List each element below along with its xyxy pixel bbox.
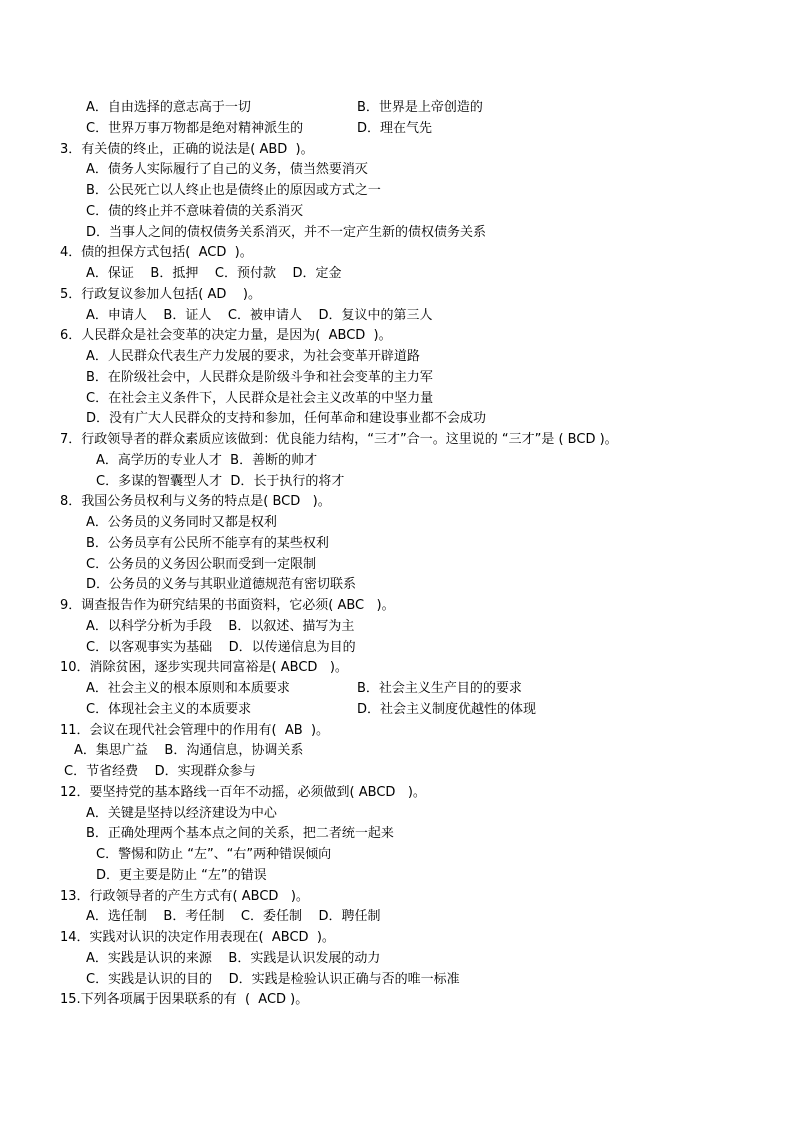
- option-text: D．公务员的义务与其职业道德规范有密切联系: [86, 577, 357, 593]
- option-text-right: D．社会主义制度优越性的体现: [357, 701, 537, 717]
- option-text: C．实践是认识的目的 D．实践是检验认识正确与否的唯一标准: [86, 971, 460, 987]
- option-text-left: C．体现社会主义的本质要求: [86, 701, 252, 717]
- option-text: D．当事人之间的债权债务关系消灭，并不一定产生新的债权债务关系: [86, 224, 487, 240]
- question-text: 5．行政复议参加人包括( AD )。: [60, 286, 261, 302]
- question-text: 8．我国公务员权利与义务的特点是( BCD )。: [60, 494, 331, 510]
- option-text: B．公民死亡以人终止也是债终止的原因或方式之一: [86, 183, 381, 198]
- option-text: A．关键是坚持以经济建设为中心: [86, 805, 277, 821]
- option-text: A．高学历的专业人才 B．善断的帅才: [96, 452, 318, 468]
- option-text-left: A．社会主义的根本原则和本质要求: [86, 681, 290, 696]
- option-text: A．债务人实际履行了自己的义务，债当然要消灭: [86, 162, 368, 178]
- option-text: A．人民群众代表生产力发展的要求，为社会变革开辟道路: [86, 349, 420, 364]
- option-text: A．实践是认识的来源 B．实践是认识发展的动力: [86, 950, 381, 966]
- option-text-left: C．世界万事万物都是绝对精神派生的: [86, 120, 304, 136]
- question-text: 3．有关债的终止，正确的说法是( ABD )。: [60, 141, 314, 157]
- question-text: 12．要坚持党的基本路线一百年不动摇，必须做到( ABCD )。: [60, 784, 426, 800]
- option-text: C．在社会主义条件下，人民群众是社会主义改革的中坚力量: [86, 390, 434, 406]
- question-text: 6．人民群众是社会变革的决定力量，是因为( ABCD )。: [60, 328, 392, 344]
- question-text: 11．会议在现代社会管理中的作用有( AB )。: [60, 722, 330, 738]
- option-text: A．选任制 B．考任制 C．委任制 D．聘任制: [86, 909, 381, 925]
- option-text: D．更主要是防止 “左”的错误: [96, 867, 267, 883]
- option-text: A．保证 B．抵押 C．预付款 D．定金: [86, 266, 342, 281]
- question-text: 15.下列各项属于因果联系的有 ( ACD )。: [60, 992, 309, 1008]
- option-text: A．集思广益 B．沟通信息，协调关系: [74, 743, 304, 759]
- question-text: 9．调查报告作为研究结果的书面资料，它必须( ABC )。: [60, 598, 395, 613]
- option-text: A．以科学分析为手段 B．以叙述、描写为主: [86, 618, 355, 634]
- question-text: 14．实践对认识的决定作用表现在( ABCD )。: [60, 930, 335, 945]
- option-text-right: B．社会主义生产目的的要求: [357, 681, 522, 696]
- option-text: C．警惕和防止 “左”、“右”两种错误倾向: [96, 847, 332, 862]
- option-text: A．公务员的义务同时又都是权利: [86, 515, 277, 530]
- option-text: A．申请人 B．证人 C．被申请人 D．复议中的第三人: [86, 307, 433, 323]
- question-text: 10．消除贫困，逐步实现共同富裕是( ABCD )。: [60, 660, 348, 676]
- option-text: C．节省经费 D．实现群众参与: [64, 764, 256, 779]
- option-text: C．多谋的智囊型人才 D．长于执行的将才: [96, 473, 345, 489]
- option-text: B．在阶级社会中，人民群众是阶级斗争和社会变革的主力军: [86, 369, 433, 385]
- option-text-left: A．自由选择的意志高于一切: [86, 100, 251, 115]
- option-text: B．正确处理两个基本点之间的关系，把二者统一起来: [86, 826, 394, 842]
- question-text: 4．债的担保方式包括( ACD )。: [60, 245, 253, 261]
- question-text: 13．行政领导者的产生方式有( ABCD )。: [60, 888, 309, 904]
- option-text: C．公务员的义务因公职而受到一定限制: [86, 556, 317, 572]
- option-text-right: D．理在气先: [357, 120, 433, 136]
- option-text: C．以客观事实为基础 D．以传递信息为目的: [86, 639, 356, 655]
- option-text: D．没有广大人民群众的支持和参加，任何革命和建设事业都不会成功: [86, 411, 487, 427]
- question-text: 7．行政领导者的群众素质应该做到：优良能力结构，“三才”合一。这里说的 “三才”是 ( BCD )。: [60, 432, 618, 447]
- option-text: C．债的终止并不意味着债的关系消灭: [86, 203, 304, 219]
- option-text: B．公务员享有公民所不能享有的某些权利: [86, 535, 329, 551]
- option-text-right: B．世界是上帝创造的: [357, 100, 483, 115]
